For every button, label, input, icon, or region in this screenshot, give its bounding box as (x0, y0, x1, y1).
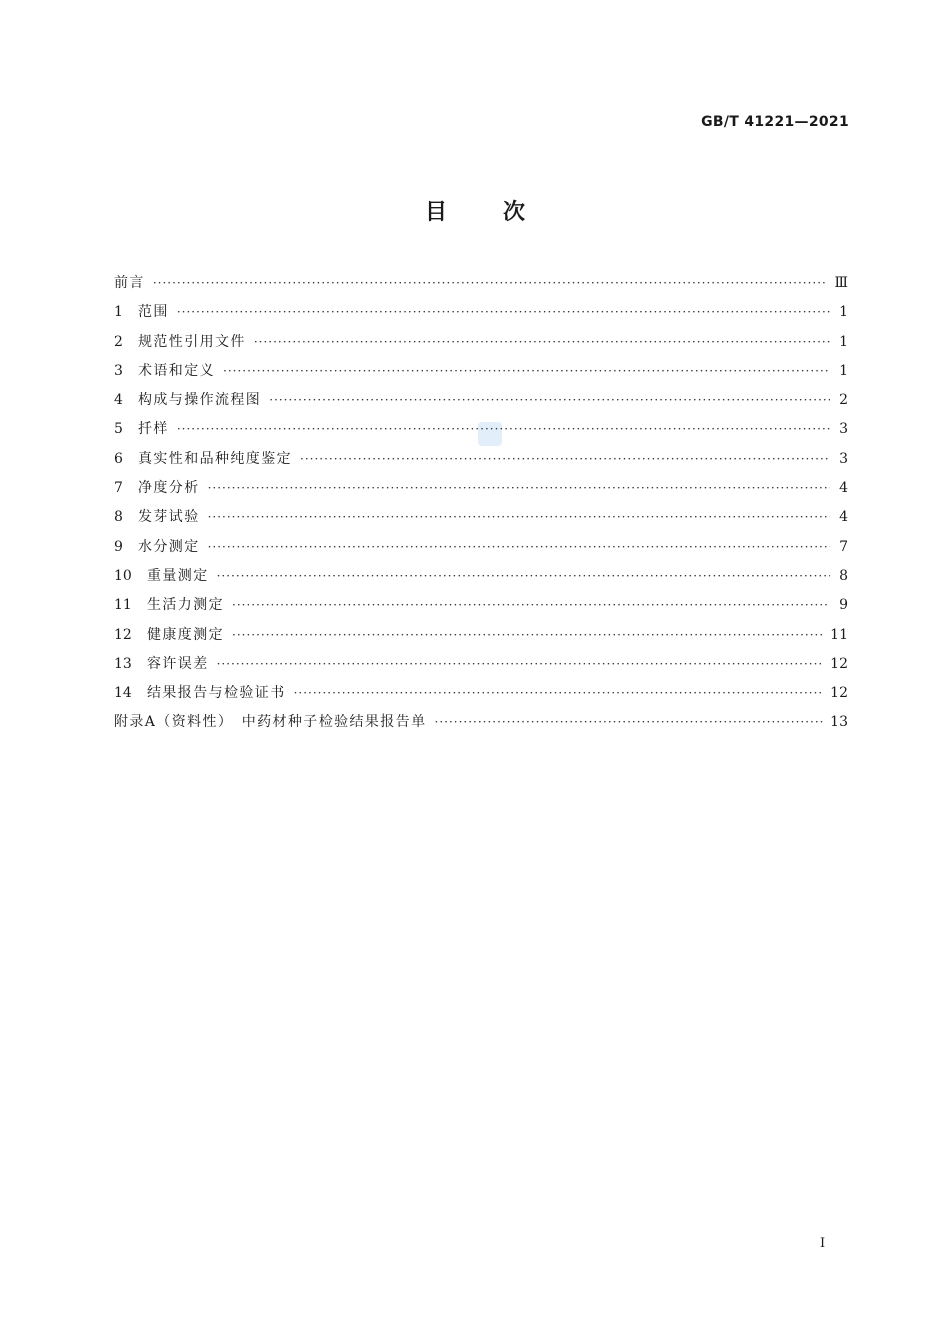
toc-entry-11[interactable] (114, 591, 848, 620)
toc-entry-page: Ⅲ (834, 275, 848, 291)
toc-entry-9[interactable] (114, 533, 848, 562)
toc-entry-label: 扦样 (138, 421, 169, 438)
toc-entry-page: 4 (839, 509, 848, 526)
toc-entry-label: 水分测定 (138, 538, 200, 555)
toc-entry-label: 发芽试验 (138, 509, 200, 526)
toc-leader-dots (208, 474, 830, 503)
toc-leader-dots (177, 415, 830, 444)
toc-leader-dots (217, 562, 830, 591)
toc-leader-dots (217, 650, 825, 679)
toc-entry-number: 13 (114, 655, 132, 672)
toc-entry-3[interactable] (114, 357, 848, 386)
toc-entry-number: 8 (114, 509, 123, 526)
page-number: I (820, 1236, 826, 1251)
toc-entry-label: 规范性引用文件 (138, 333, 246, 350)
toc-entry-label: 前言 (114, 275, 145, 291)
document-number: GB/T 41221—2021 (701, 114, 849, 130)
toc-entry-number: 2 (114, 333, 123, 350)
toc-entry-number: 4 (114, 392, 123, 409)
toc-leader-dots (232, 621, 824, 650)
toc-entry-page: 9 (839, 597, 848, 614)
toc-entry-number: 5 (114, 421, 123, 438)
title-char-1: 目 (424, 200, 447, 225)
toc-entry-label: 构成与操作流程图 (138, 392, 262, 409)
toc-entry-number: 10 (114, 567, 132, 584)
toc-entry-page: 13 (830, 714, 848, 731)
toc-entry-10[interactable] (114, 562, 848, 591)
toc-entry-1[interactable] (114, 298, 848, 327)
toc-entry-label: 附录A（资料性） 中药材种子检验结果报告单 (114, 714, 427, 731)
toc-entry-number: 11 (114, 597, 132, 614)
toc-entry-number: 14 (114, 685, 132, 702)
toc-entry-label: 真实性和品种纯度鉴定 (138, 450, 292, 467)
toc-leader-dots (254, 328, 830, 357)
page-title (0, 195, 950, 226)
toc-leader-dots (153, 269, 829, 298)
toc-entry-label: 术语和定义 (138, 362, 215, 379)
toc-entry-label: 重量测定 (147, 567, 209, 584)
toc-entry-8[interactable] (114, 503, 848, 532)
toc-entry-5[interactable] (114, 415, 848, 444)
toc-entry-label: 净度分析 (138, 480, 200, 497)
toc-entry-page: 1 (839, 333, 848, 350)
toc-entry-page: 8 (839, 567, 848, 584)
toc-entry-page: 1 (839, 362, 848, 379)
toc-entry-page: 11 (830, 626, 848, 643)
toc-entry-page: 3 (839, 450, 848, 467)
toc-entry-2[interactable] (114, 328, 848, 357)
toc-entry-page: 2 (839, 392, 848, 409)
toc-entry-page: 12 (830, 655, 848, 672)
toc-entry-6[interactable] (114, 445, 848, 474)
toc-entry-page: 3 (839, 421, 848, 438)
table-of-contents (114, 269, 848, 738)
toc-entry-page: 1 (839, 304, 848, 321)
toc-leader-dots (269, 386, 830, 415)
toc-entry-appendix-a[interactable] (114, 708, 848, 737)
toc-entry-number: 3 (114, 362, 123, 379)
toc-leader-dots (300, 445, 830, 474)
toc-entry-number: 9 (114, 538, 123, 555)
toc-leader-dots (208, 503, 830, 532)
toc-leader-dots (435, 708, 825, 737)
toc-leader-dots (232, 591, 830, 620)
toc-entry-number: 12 (114, 626, 132, 643)
toc-entry-label: 范围 (138, 304, 169, 321)
toc-entry-label: 结果报告与检验证书 (147, 685, 286, 702)
toc-leader-dots (294, 679, 825, 708)
toc-entry-foreword[interactable] (114, 269, 848, 298)
toc-leader-dots (177, 298, 830, 327)
toc-entry-label: 健康度测定 (147, 626, 224, 643)
toc-entry-label: 生活力测定 (147, 597, 224, 614)
toc-leader-dots (223, 357, 830, 386)
toc-entry-14[interactable] (114, 679, 848, 708)
toc-entry-label: 容许误差 (147, 655, 209, 672)
toc-entry-13[interactable] (114, 650, 848, 679)
toc-entry-12[interactable] (114, 621, 848, 650)
toc-entry-number: 1 (114, 304, 123, 321)
title-char-2: 次 (503, 200, 526, 225)
toc-entry-number: 6 (114, 450, 123, 467)
toc-entry-number: 7 (114, 480, 123, 497)
toc-entry-7[interactable] (114, 474, 848, 503)
toc-leader-dots (208, 533, 830, 562)
toc-entry-page: 7 (839, 538, 848, 555)
toc-entry-page: 12 (830, 685, 848, 702)
toc-entry-4[interactable] (114, 386, 848, 415)
toc-entry-page: 4 (839, 480, 848, 497)
